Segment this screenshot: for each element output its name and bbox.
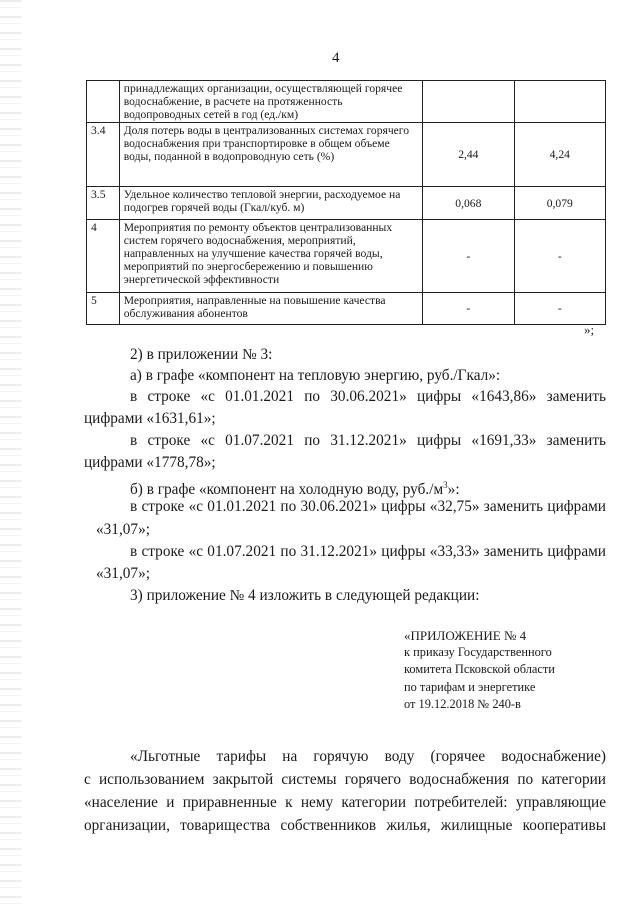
row-1-line-a: в строке «с 01.01.2021 по 30.06.2021» цифры «1643,86» заменить <box>130 388 606 405</box>
value-cell-1 <box>423 81 514 123</box>
row-number: 5 <box>87 293 120 325</box>
row-3-line-a: в строке «с 01.01.2021 по 30.06.2021» цифры «32,75» заменить цифрами <box>130 498 606 515</box>
row-2-line-a: в строке «с 01.07.2021 по 31.12.2021» цифры «1691,33» заменить <box>130 432 606 449</box>
row-description: Доля потерь воды в централизованных системах горячего водоснабжения при транспортировке в общем объеме воды, поданной в водопроводную сеть (%) <box>119 123 422 187</box>
value-cell-2: 4,24 <box>514 123 605 187</box>
value-cell-1: 2,44 <box>423 123 514 187</box>
final-line-3: «население и приравненные к нему категории потребителей: управляющие <box>84 794 606 811</box>
row-4-line-b: «31,07»; <box>96 565 150 582</box>
value-cell-2: 0,079 <box>514 187 605 220</box>
value-cell-1: 0,068 <box>423 187 514 220</box>
indicators-table <box>86 80 606 325</box>
row-2-line-b: цифрами «1778,78»; <box>84 454 216 471</box>
final-line-4: организации, товарищества собственников жилья, жилищные кооперативы <box>84 817 606 834</box>
row-number <box>87 81 120 123</box>
appendix-title: «ПРИЛОЖЕНИЕ № 4 <box>404 628 527 643</box>
page-number: 4 <box>332 50 340 66</box>
appendix-line: по тарифам и энергетике <box>404 679 536 694</box>
row-number: 3.5 <box>87 187 120 220</box>
value-cell-1: - <box>423 220 514 293</box>
row-description: принадлежащих организации, осуществляющей горячее водоснабжение, в расчете на протяженность водопроводных сетей в год (ед./км) <box>119 81 422 123</box>
value-cell-2: - <box>514 293 605 325</box>
table-row <box>87 293 606 325</box>
item-2b-sup: 3 <box>443 480 448 490</box>
row-number: 3.4 <box>87 123 120 187</box>
row-description: Мероприятия по ремонту объектов централизованных систем горячего водоснабжения, мероприятий, направленных на улучшение качества горячей воды, мероприятий по энергосбережению и повышению энергетической эффективности <box>119 220 422 293</box>
final-line-2: с использованием закрытой системы горячего водоснабжения по категории <box>84 771 606 788</box>
appendix-line: комитета Псковской области <box>404 662 555 677</box>
item-3: 3) приложение № 4 изложить в следующей редакции: <box>130 587 480 604</box>
row-4-line-a: в строке «с 01.07.2021 по 31.12.2021» цифры «33,33» заменить цифрами <box>130 543 606 560</box>
table-closing-quote: »; <box>584 322 595 337</box>
row-description: Мероприятия, направленные на повышение качества обслуживания абонентов <box>119 293 422 325</box>
appendix-line: к приказу Государственного <box>404 645 552 660</box>
value-cell-2 <box>514 81 605 123</box>
table-row <box>87 187 606 220</box>
item-2b-end: »: <box>447 481 460 499</box>
appendix-line: от 19.12.2018 № 240-в <box>404 696 521 711</box>
value-cell-1: - <box>423 293 514 325</box>
row-number: 4 <box>87 220 120 293</box>
item-2b-text: б) в графе «компонент на холодную воду, руб./м <box>130 481 444 499</box>
item-2: 2) в приложении № 3: <box>130 346 273 363</box>
table-row <box>87 220 606 293</box>
final-line-1: «Льготные тарифы на горячую воду (горячее водоснабжение) <box>130 748 606 765</box>
item-2a: а) в графе «компонент на тепловую энергию, руб./Гкал»: <box>130 367 501 384</box>
row-description: Удельное количество тепловой энергии, расходуемое на подогрев горячей воды (Гкал/куб. м) <box>119 187 422 220</box>
row-1-line-b: цифрами «1631,61»; <box>84 410 216 427</box>
scan-edge-artifact <box>0 0 22 905</box>
appendix-header <box>404 627 555 713</box>
value-cell-2: - <box>514 220 605 293</box>
table-row <box>87 81 606 123</box>
table-row <box>87 123 606 187</box>
row-3-line-b: «31,07»; <box>96 521 150 538</box>
